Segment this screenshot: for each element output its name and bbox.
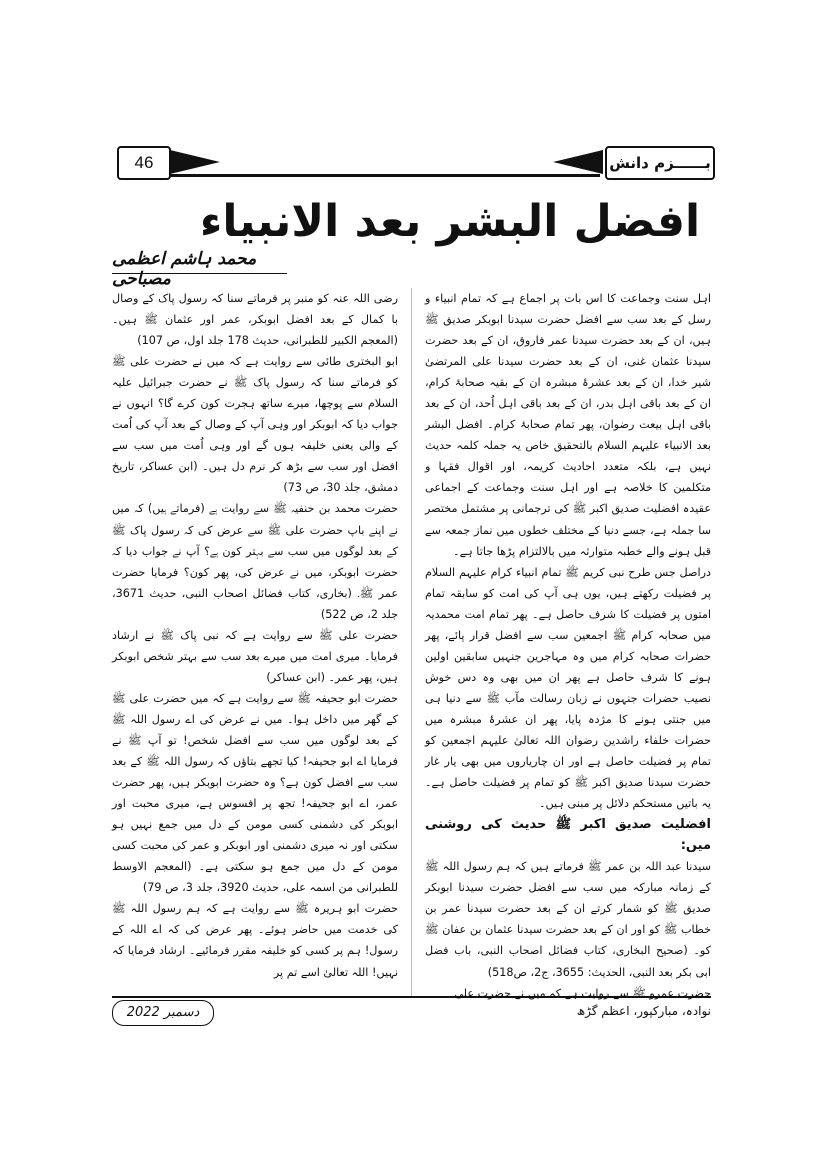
paragraph: حضرت ابو ہریرہ ﷺ سے روایت ہے کہ ہم رسول اللہ ﷺ کی خدمت میں حاضر ہوئے۔ پھر عرض کی کہ اے اللہ کے رسول! ہم پر کسی کو خلیفہ مقرر فرمائیے۔ ارشاد فرمایا کہ نہیں! اللہ تعالیٰ اسے تم پر bbox=[112, 902, 398, 979]
paragraph: حضرت ابو جحیفہ ﷺ سے روایت ہے کہ میں حضرت علی ﷺ کے گھر میں داخل ہوا۔ میں نے عرض کی اے رسول اللہ ﷺ کے بعد لوگوں میں سب سے افضل شخص! تو آپ ﷺ نے فرمایا اے ابو جحیفہ! کیا تجھے بتاؤں کہ رسول اللہ ﷺ کے بعد سب سے افضل کون ہے؟ وہ حضرت ابوبکر ہیں، پھر حضرت عمر، اے ابو جحیفہ! تجھ پر افسوس ہے، میری محبت اور ابوبکر کی دشمنی کسی مومن کے دل میں جمع نہیں ہو سکتی اور نہ میری دشمنی اور ابوبکر و عمر کی محبت کسی مومن کے دل میں جمع ہو سکتی ہے۔ (المعجم الاوسط للطبرانی من اسمہ علی، حدیث 3920، جلد 3، ص 79) bbox=[112, 691, 398, 895]
paragraph: ابو البختری طائی سے روایت ہے کہ میں نے حضرت علی ﷺ کو فرماتے سنا کہ رسول پاک ﷺ نے حضرت جبرائیل علیہ السلام سے پوچھا، میرے ساتھ ہجرت کون کرے گا؟ انہوں نے جواب دیا کہ ابوبکر اور وہی آپ کے وصال کے بعد آپ کی اُمت کے والی یعنی خلیفہ ہوں گے اور وہی اُمت میں سب سے افضل اور سب سے بڑھ کر نرم دل ہیں۔ (ابن عساکر، تاریخ دمشق، جلد 30، ص 73) bbox=[112, 355, 398, 495]
issue-date: دسمبر 2022 bbox=[112, 1000, 214, 1026]
paragraph: اہل سنت وجماعت کا اس بات پر اجماع ہے کہ تمام انبیاء و رسل کے بعد سب سے افضل حضرت سیدنا ابوبکر صدیق ﷺ ہیں، ان کے بعد حضرت سیدنا عمر فاروق، ان کے بعد حضرت سیدنا عثمان غنی، ان کے بعد حضرت سیدنا علی المرتضیٰ شیر خدا، ان کے بعد عشرۂ مبشرہ ان کے بقیہ صحابۂ کرام، ان کے بعد باقی اہل بدر، ان کے بعد باقی اہل اُحد، ان کے بعد باقی اہل بیعت رضوان، پھر تمام صحابۂ کرام۔ افضل البشر بعد الانبیاء علیہم السلام بالتحقیق خاص یہ جملہ کلمہ حدیث نہیں ہے، بلکہ متعدد احادیث کریمہ، اور اقوال فقہا و متکلمین کا خلاصہ ہے اور اہل سنت وجماعت کے اجماعی عقیدہ افضلیت صدیق اکبر ﷺ کی ترجمانی پر مشتمل مختصر سا جملہ ہے، جسے دنیا کے مختلف خطوں میں نماز جمعہ سے قبل ہونے والے خطبہ متوارثہ میں بالالتزام پڑھا جاتا ہے۔ bbox=[425, 292, 711, 558]
article-author: محمد ہاشم اعظمی مصباحی bbox=[112, 249, 257, 289]
subheading: افضلیت صدیق اکبر ﷺ حدیث کی روشنی میں: bbox=[425, 817, 711, 854]
left-column bbox=[112, 288, 398, 983]
page-number: 46 bbox=[117, 146, 171, 180]
paragraph: رضی اللہ عنہ کو منبر پر فرماتے سنا کہ رسول پاک کے وصال با کمال کے بعد افضل ابوبکر، عمر اور عثمان ﷺ ہیں۔ (المعجم الکبیر للطبرانی، حدیث 178 جلد اول، ص 107) bbox=[112, 292, 398, 348]
magazine-name: بــــــزم دانش bbox=[605, 146, 715, 180]
footer-address: نوادہ، مبارکپور، اعظم گڑھ bbox=[576, 1004, 711, 1018]
paragraph: سیدنا عبد اللہ بن عمر ﷺ فرماتے ہیں کہ ہم رسول اللہ ﷺ کے زمانہ مبارکہ میں سب سے افضل حضرت سیدنا ابوبکر صدیق ﷺ کو شمار کرتے ان کے بعد حضرت سیدنا عمر بن خطاب ﷺ کو اور ان کے بعد حضرت سیدنا عثمان بن عفان ﷺ کو۔ (صحیح البخاری، کتاب فضائل اصحاب النبی، باب فضل ابی بکر بعد النبی، الحدیث: 3655، ج2، ص518) bbox=[425, 860, 711, 979]
paragraph: حضرت محمد بن حنفیہ ﷺ سے روایت ہے (فرماتے ہیں) کہ میں نے اپنے باپ حضرت علی ﷺ سے عرض کی کہ رسول پاک ﷺ کے بعد لوگوں میں سب سے بہتر کون ہے؟ آپ نے جواب دیا کہ حضرت ابوبکر، میں نے عرض کی، پھر کون؟ فرمایا حضرت عمر ﷺ۔ (بخاری، کتاب فضائل اصحاب النبی، حدیث 3671، جلد 2، ص 522) bbox=[112, 502, 398, 621]
right-column bbox=[425, 288, 711, 1004]
paragraph: حضرت علی ﷺ سے روایت ہے کہ نبی پاک ﷺ نے ارشاد فرمایا۔ میری امت میں میرے بعد سب سے بہتر شخص ابوبکر ہیں، پھر عمر۔ (ابن عساکر) bbox=[112, 628, 398, 684]
header-rule bbox=[170, 174, 600, 177]
paragraph: دراصل جس طرح نبی کریم ﷺ تمام انبیاء کرام علیہم السلام پر فضیلت رکھتے ہیں، یوں ہی آپ کی امت کو سابقہ تمام امتوں پر فضیلت کا شرف حاصل ہے۔ پھر تمام امت محمدیہ میں صحابہ کرام ﷺ اجمعین سب سے افضل قرار پائے، پھر حضرات صحابہ کرام میں وہ مہاجرین جنہیں سابقین اولین ہونے کا شرف حاصل ہے پھر ان میں بھی وہ دس خوش نصیب حضرات جنہوں نے زبان رسالت مآب ﷺ سے دنیا ہی میں جنتی ہونے کا مژدہ پایا، پھر ان عشرۂ مبشرہ میں حضرات خلفاء راشدین رضوان اللہ تعالیٰ علیہم اجمعین کو تمام پر فضیلت حاصل ہے اور ان چاریاروں میں بھی یار غار حضرت سیدنا صدیق اکبر ﷺ کو تمام پر فضیلت حاصل ہے۔ یہ باتیں مستحکم دلائل پر مبنی ہیں۔ bbox=[425, 565, 711, 811]
author-underline bbox=[112, 273, 287, 274]
header-right-arrow bbox=[553, 150, 603, 174]
column-divider bbox=[411, 288, 412, 998]
article-title: افضل البشر بعد الانبیاء bbox=[199, 196, 701, 247]
paragraph: حضرت عمرو ﷺ سے روایت ہے کہ میں نے حضرت علی bbox=[454, 986, 711, 1000]
footer-rule bbox=[112, 996, 711, 998]
header-left-arrow bbox=[170, 150, 220, 174]
